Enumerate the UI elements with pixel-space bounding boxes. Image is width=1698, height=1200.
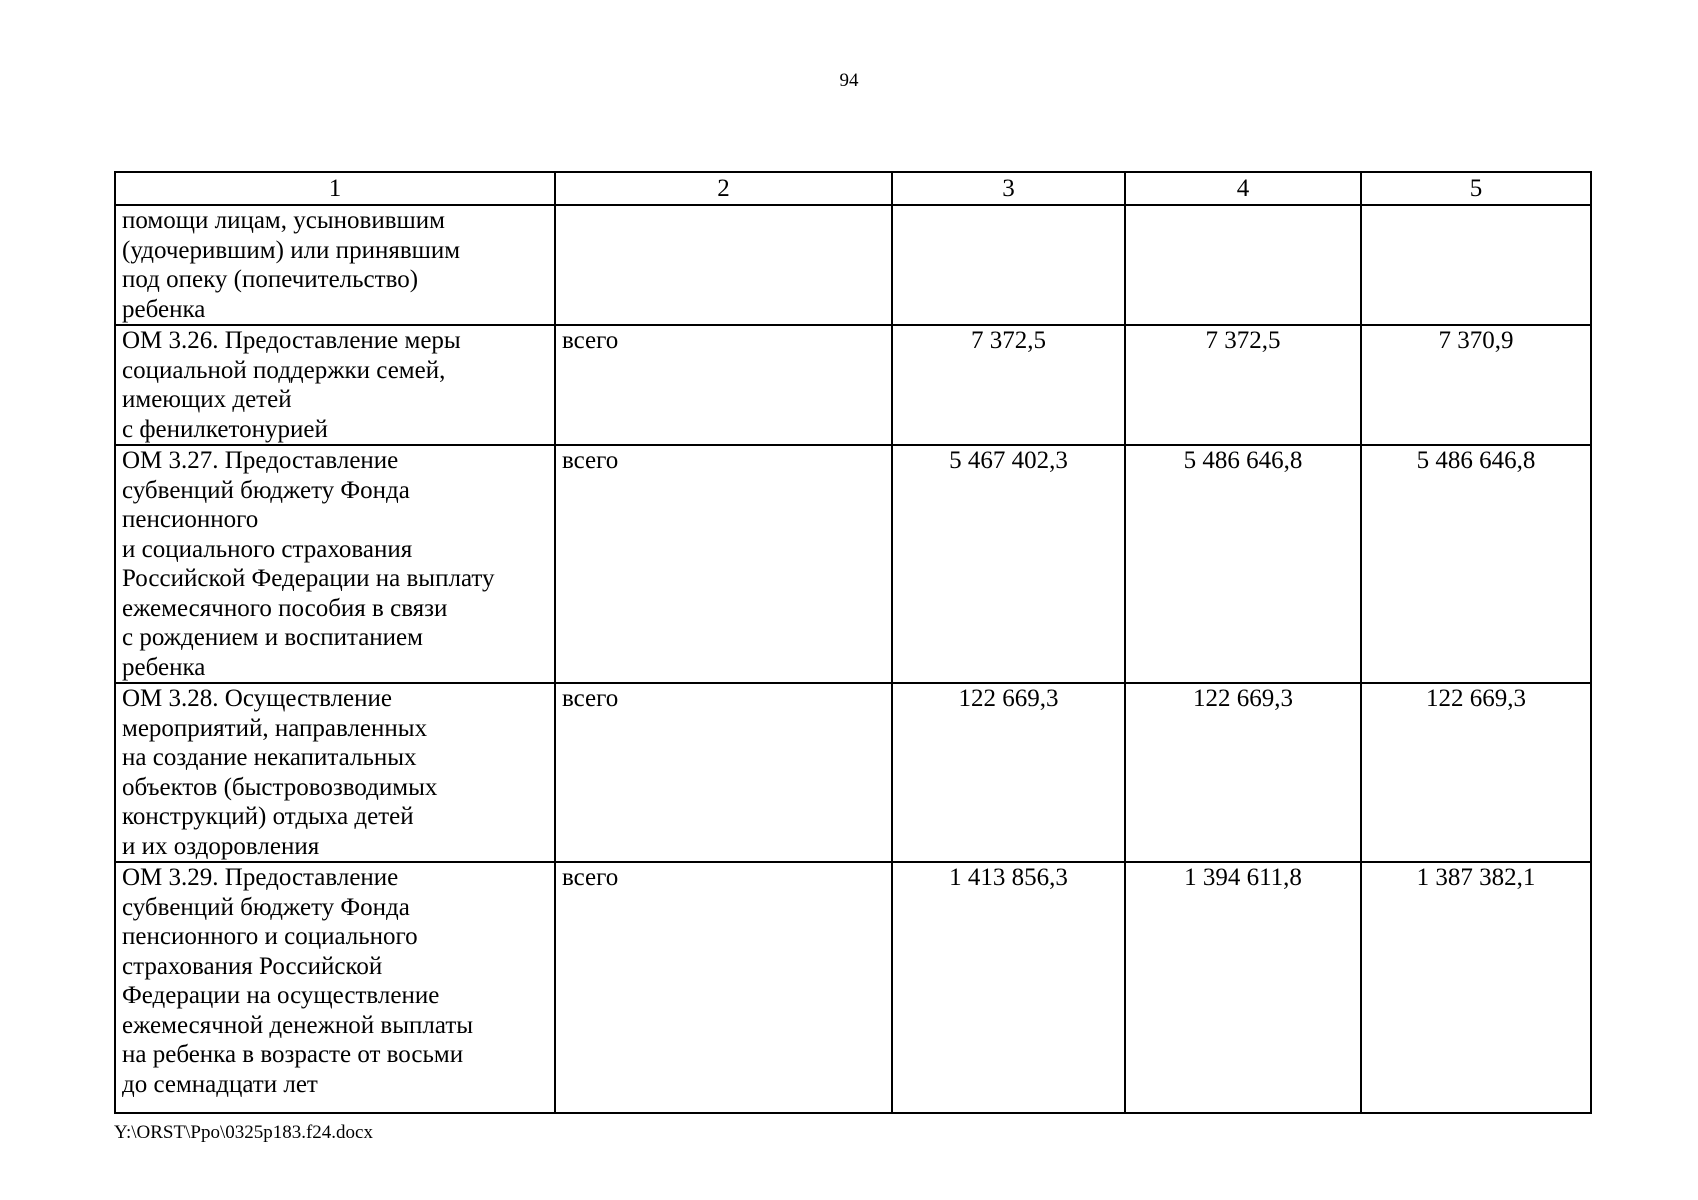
measure-name-line: и социального страхования: [122, 535, 413, 563]
measure-name-line: Федерации на осуществление: [122, 982, 440, 1009]
source-cell: всего: [555, 325, 892, 445]
measure-name-line: конструкций) отдыха детей: [122, 803, 414, 830]
table-row: [115, 325, 1591, 445]
measure-name-line: с рождением и воспитанием: [122, 624, 423, 651]
value-cell: 7 372,5: [1125, 325, 1361, 445]
measure-name-line: (удочерившим) или принявшим: [122, 236, 461, 264]
column-number: 3: [892, 172, 1125, 205]
value-cell: 5 467 402,3: [892, 445, 1125, 683]
measure-name-line: на создание некапитальных: [122, 744, 417, 771]
measure-name-line: страхования Российской: [122, 952, 383, 980]
value-cell: 1 413 856,3: [892, 862, 1125, 1113]
measure-name-cell: [115, 205, 555, 325]
column-number: 5: [1361, 172, 1591, 205]
source-cell: всего: [555, 683, 892, 862]
value-cell: 5 486 646,8: [1125, 445, 1361, 683]
value-cell: 1 394 611,8: [1125, 862, 1361, 1113]
column-number: 1: [115, 172, 555, 205]
source-cell: всего: [555, 862, 892, 1113]
measure-name-line: ОМ 3.27. Предоставление: [122, 447, 399, 474]
table-row: [115, 862, 1591, 1113]
measure-name-line: на ребенка в возрасте от восьми: [122, 1041, 464, 1068]
value-cell: 122 669,3: [1125, 683, 1361, 862]
value-cell: 7 370,9: [1361, 325, 1591, 445]
measure-name-line: мероприятий, направленных: [122, 714, 428, 742]
column-number: 2: [555, 172, 892, 205]
value-cell: [1125, 205, 1361, 325]
value-cell: [892, 205, 1125, 325]
measure-name-line: пенсионного и социального: [122, 923, 418, 950]
measure-name-line: субвенций бюджету Фонда: [122, 476, 410, 504]
measure-name-line: объектов (быстровозводимых: [122, 773, 438, 801]
measure-name-line: ОМ 3.29. Предоставление: [122, 864, 399, 891]
table-row: [115, 205, 1591, 325]
measure-name-line: субвенций бюджету Фонда: [122, 893, 410, 921]
value-cell: 122 669,3: [892, 683, 1125, 862]
measure-name-line: ежемесячного пособия в связи: [122, 594, 448, 622]
measure-name-line: пенсионного: [122, 506, 259, 533]
value-cell: 5 486 646,8: [1361, 445, 1591, 683]
measure-name-line: и их оздоровления: [122, 832, 320, 860]
value-cell: [1361, 205, 1591, 325]
budget-table: [114, 171, 1592, 1114]
value-cell: 7 372,5: [892, 325, 1125, 445]
measure-name-line: помощи лицам, усыновившим: [122, 207, 445, 234]
table-row: [115, 445, 1591, 683]
column-number: 4: [1125, 172, 1361, 205]
measure-name-line: Российской Федерации на выплату: [122, 565, 495, 592]
measure-name-cell: [115, 683, 555, 862]
measure-name-line: ОМ 3.26. Предоставление меры: [122, 327, 461, 354]
measure-name-line: ежемесячной денежной выплаты: [122, 1011, 474, 1039]
measure-name-line: ребенка: [122, 653, 206, 681]
source-cell: [555, 205, 892, 325]
page-number: 94: [839, 70, 859, 91]
measure-name-line: под опеку (попечительство): [122, 266, 419, 293]
measure-name-line: с фенилкетонурией: [122, 415, 328, 443]
table-row: [115, 683, 1591, 862]
measure-name-line: имеющих детей: [122, 386, 292, 413]
table-header-row: [115, 172, 1591, 205]
file-path-footer: Y:\ORST\Ppo\0325p183.f24.docx: [114, 1122, 373, 1143]
value-cell: 1 387 382,1: [1361, 862, 1591, 1113]
measure-name-line: ОМ 3.28. Осуществление: [122, 685, 392, 712]
measure-name-cell: [115, 862, 555, 1113]
value-cell: 122 669,3: [1361, 683, 1591, 862]
measure-name-line: до семнадцати лет: [122, 1070, 318, 1098]
measure-name-line: социальной поддержки семей,: [122, 356, 446, 384]
measure-name-cell: [115, 325, 555, 445]
measure-name-cell: [115, 445, 555, 683]
measure-name-line: ребенка: [122, 295, 206, 323]
source-cell: всего: [555, 445, 892, 683]
